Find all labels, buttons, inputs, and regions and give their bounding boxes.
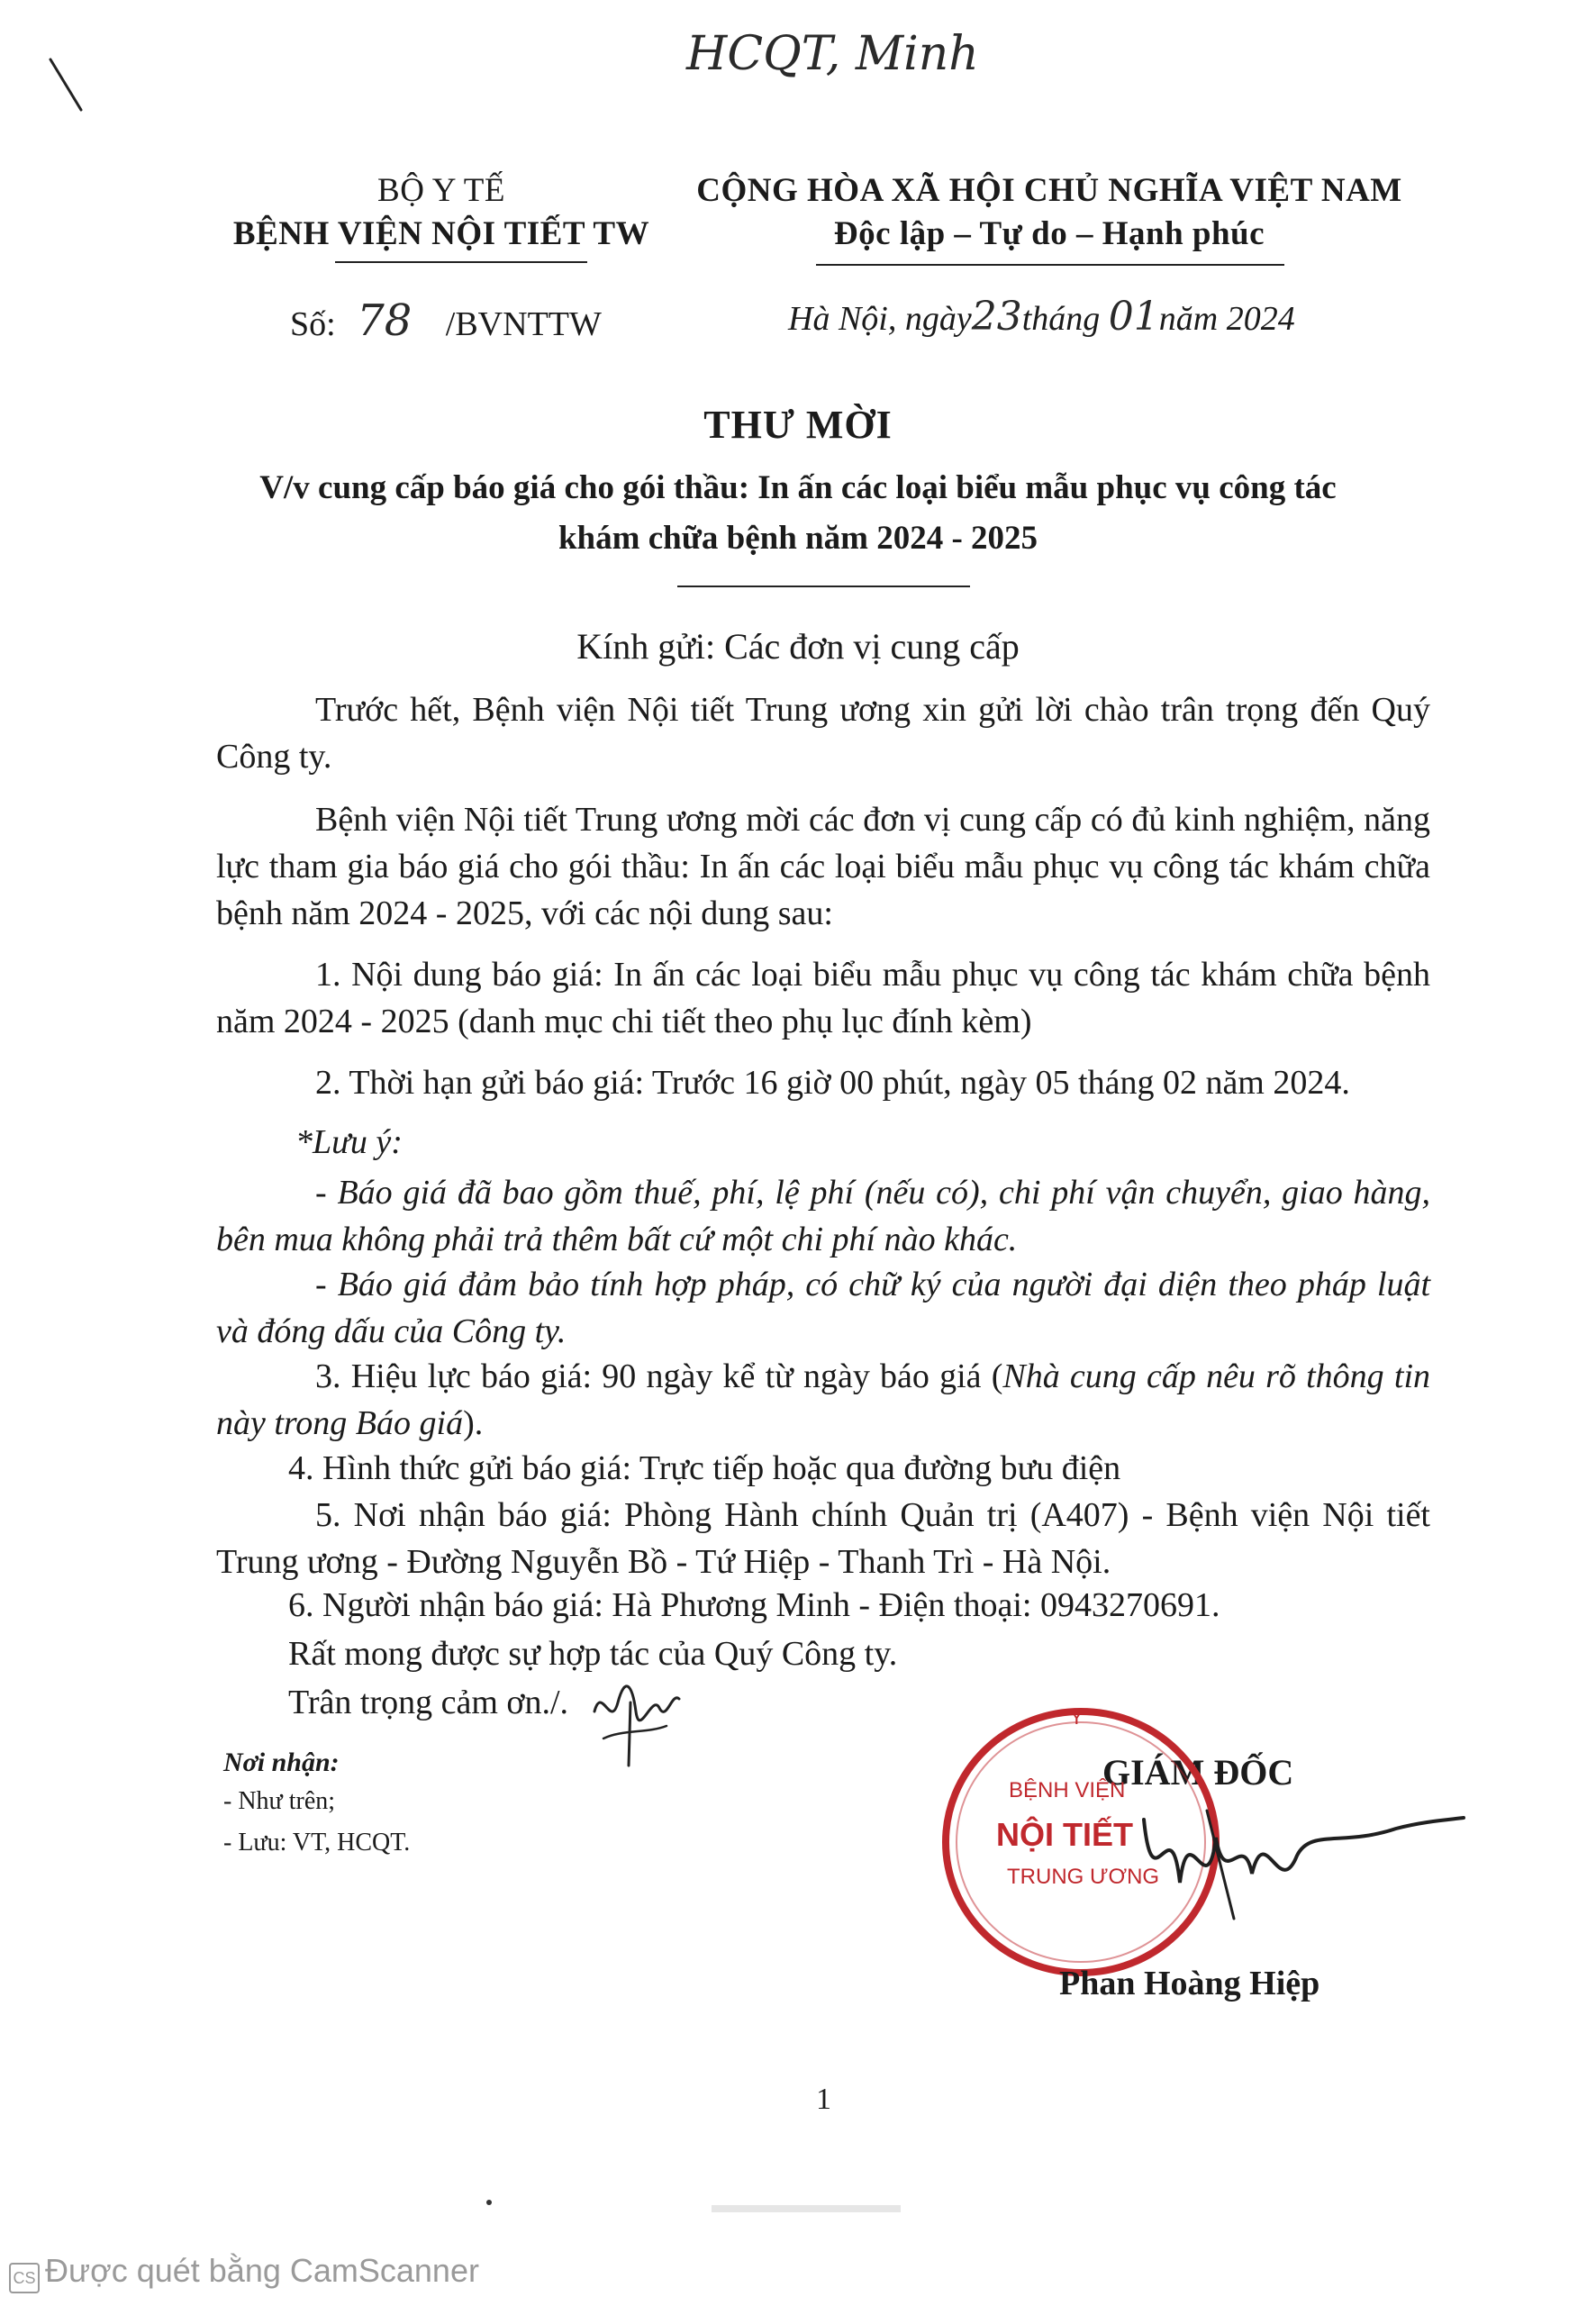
item-validity-end: ). — [463, 1404, 484, 1442]
stamp-top-mark: Y — [1070, 1706, 1084, 1729]
pen-slash-mark — [45, 54, 90, 117]
greeting: Kính gửi: Các đơn vị cung cấp — [576, 626, 1020, 667]
closing-thanks: Trân trọng cảm ơn./. — [288, 1684, 569, 1721]
country-name: CỘNG HÒA XÃ HỘI CHỦ NGHĨA VIỆT NAM — [696, 172, 1402, 209]
note-label: *Lưu ý: — [295, 1123, 403, 1161]
ministry-name: BỘ Y TẾ — [377, 172, 505, 209]
doc-number-prefix: Số: — [290, 305, 336, 343]
doc-number-suffix: /BVNTTW — [445, 305, 602, 343]
date-prefix: Hà Nội, ngày — [788, 300, 972, 338]
note-tax: - Báo giá đã bao gồm thuế, phí, lệ phí (nếu có), chi phí vận chuyển, giao hàng, bên mua không phải trả thêm bất cứ một chi phí nào khác. — [216, 1174, 1430, 1258]
paragraph-intro: Trước hết, Bệnh viện Nội tiết Trung ương xin gửi lời chào trân trọng đến Quý Công ty. — [216, 691, 1430, 776]
subject-line-2: khám chữa bệnh năm 2024 - 2025 — [558, 520, 1038, 557]
national-motto: Độc lập – Tự do – Hạnh phúc — [833, 215, 1265, 252]
scanner-footer-text: Được quét bằng CamScanner — [45, 2252, 479, 2289]
document-title: THƯ MỜI — [703, 403, 893, 447]
title-rule — [677, 586, 970, 587]
item-validity — [216, 1353, 1430, 1447]
item-content: 1. Nội dung báo giá: In ấn các loại biểu mẫu phục vụ công tác khám chữa bệnh năm 2024 - 2025 (danh mục chi tiết theo phụ lục đính kèm) — [216, 956, 1430, 1040]
scanner-footer — [9, 2252, 479, 2293]
page-number: 1 — [816, 2083, 831, 2116]
date-day: 23 — [971, 294, 1022, 340]
signer-name: Phan Hoàng Hiệp — [1059, 1965, 1320, 2002]
closing-cooperation: Rất mong được sự hợp tác của Quý Công ty. — [288, 1635, 898, 1673]
recipients-line-1: - Như trên; — [223, 1787, 336, 1815]
signer-role: GIÁM ĐỐC — [1102, 1752, 1294, 1793]
stamp-line-1: BỆNH VIỆN — [1009, 1778, 1126, 1802]
date-month: 01 — [1108, 294, 1159, 340]
item-contact: 6. Người nhận báo giá: Hà Phương Minh - Điện thoại: 0943270691. — [288, 1586, 1220, 1624]
camscanner-logo-icon: CS — [9, 2263, 40, 2293]
note-legality: - Báo giá đảm bảo tính hợp pháp, có chữ ký của người đại diện theo pháp luật và đóng dấu của Công ty. — [216, 1266, 1430, 1350]
date-month-label: tháng — [1021, 300, 1101, 338]
right-header-rule — [816, 264, 1284, 266]
paragraph-invitation: Bệnh viện Nội tiết Trung ương mời các đơn vị cung cấp có đủ kinh nghiệm, năng lực tham gia báo giá cho gói thầu: In ấn các loại biểu mẫu phục vụ công tác khám chữa bệnh năm 2024 - 2025, với các nội dung sau: — [216, 801, 1430, 932]
director-signature — [1126, 1784, 1468, 1937]
stamp-line-2: NỘI TIẾT — [996, 1816, 1133, 1853]
item-address: 5. Nơi nhận báo giá: Phòng Hành chính Quản trị (A407) - Bệnh viện Nội tiết Trung ương - Đường Nguyễn Bồ - Tứ Hiệp - Thanh Trì - Hà Nội. — [216, 1496, 1430, 1581]
recipients-label: Nơi nhận: — [223, 1748, 340, 1777]
scan-speck — [486, 2200, 492, 2205]
date-year: năm 2024 — [1158, 300, 1295, 338]
doc-number-handwritten: 78 — [357, 295, 413, 346]
document-number — [290, 295, 602, 346]
left-header-rule — [335, 261, 587, 263]
stamp-line-3: TRUNG ƯƠNG — [1007, 1865, 1160, 1889]
recipients-line-2: - Lưu: VT, HCQT. — [223, 1829, 411, 1857]
subject-line-1: V/v cung cấp báo giá cho gói thầu: In ấn các loại biểu mẫu phục vụ công tác — [259, 469, 1337, 506]
date-line — [788, 294, 1295, 340]
hospital-name: BỆNH VIỆN NỘI TIẾT TW — [232, 215, 650, 252]
item-validity-text: 3. Hiệu lực báo giá: 90 ngày kể từ ngày báo giá ( — [315, 1357, 1003, 1395]
item-deadline: 2. Thời hạn gửi báo giá: Trước 16 giờ 00 phút, ngày 05 tháng 02 năm 2024. — [315, 1064, 1350, 1102]
handwritten-note: HCQT, Minh — [686, 27, 979, 81]
item-submission-method: 4. Hình thức gửi báo giá: Trực tiếp hoặc qua đường bưu điện — [288, 1449, 1121, 1487]
item-validity-note: Nhà cung cấp nêu rõ thông tin này trong Báo giá — [216, 1357, 1430, 1442]
initials-signature — [585, 1675, 685, 1775]
scan-smudge — [712, 2205, 901, 2212]
